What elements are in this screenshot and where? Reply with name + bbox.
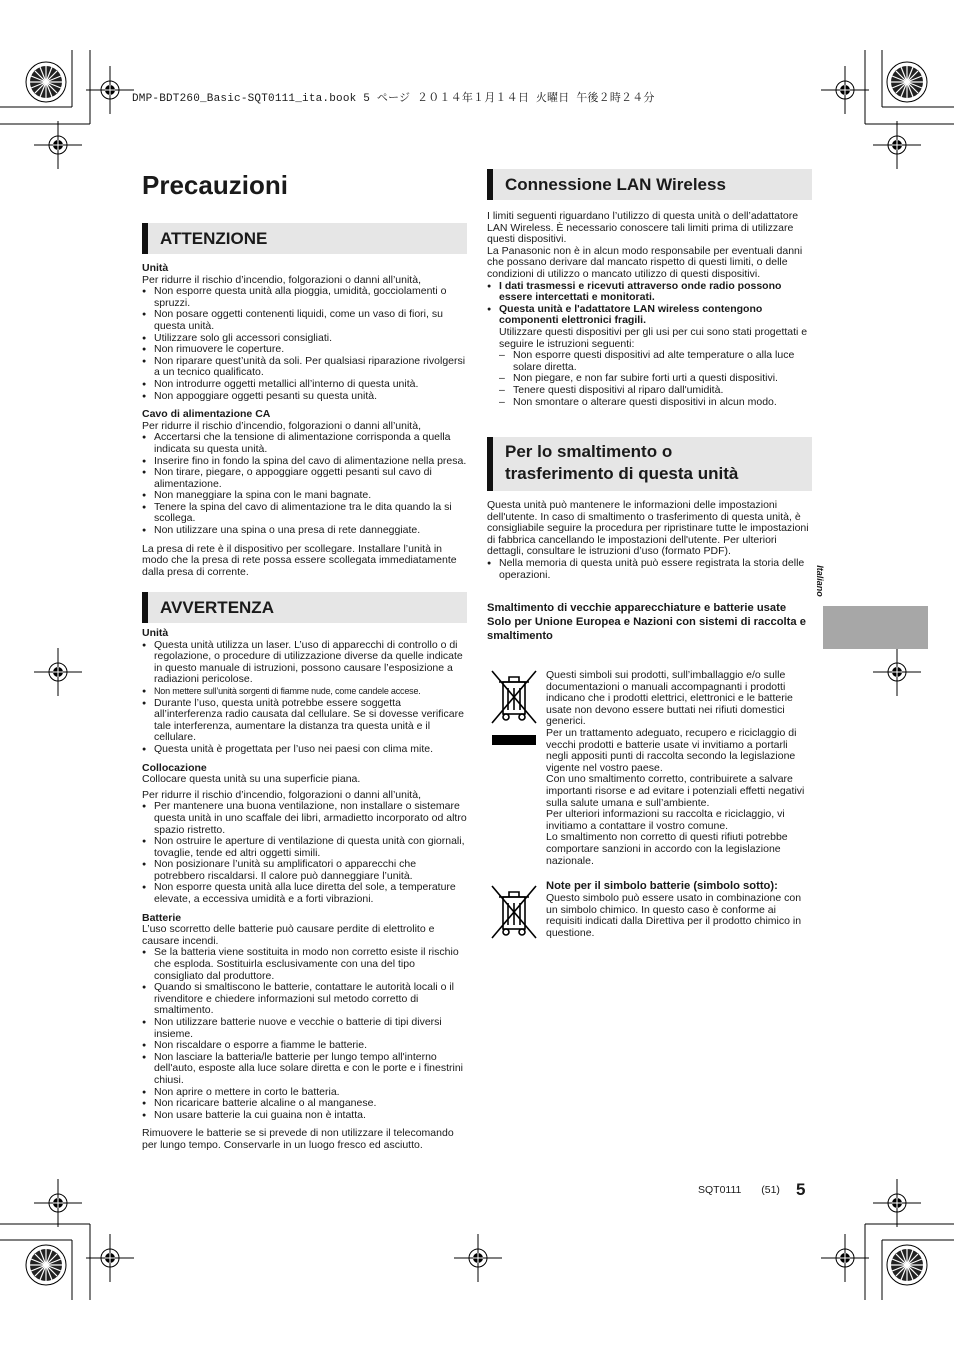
list-item: ● Questa unità è progettata per l’uso nei paesi con clima mite.	[142, 744, 467, 756]
smaltimento-body	[487, 500, 812, 581]
list-item: ● I dati trasmessi e ricevuti attraverso onde radio possono essere intercettati e monitorati.	[487, 281, 812, 304]
list-item: ● Non esporre questa unità alla pioggia, umidità, gocciolamenti o spruzzi.	[142, 286, 467, 309]
smaltimento-text: Questa unità può mantenere le informazioni delle impostazioni dell'utente. In caso di smaltimento o trasferimento di questa unità, è consigliabile seguire la procedura per ripristinare tutte le impostazioni di fabbrica cancellando le impostazioni dell'utente. Per ulteriori dettagli, consultare le istruzioni d’uso (formato PDF).	[487, 499, 809, 558]
list-item	[487, 304, 812, 350]
footer-sub: (51)	[761, 1184, 780, 1196]
crossed-bin-icon	[489, 668, 539, 750]
list-item: ● Non riscaldare o esporre a fiamme le batterie.	[142, 1040, 467, 1052]
avvertenza-unita-label: Unità	[142, 627, 169, 639]
page-number: 5	[796, 1180, 806, 1199]
collocazione-text: Collocare questa unità su una superficie piana.	[142, 773, 361, 786]
batterie-intro: L’uso scorretto delle batterie può causare perdite di elettrolito e causare incendi.	[142, 923, 435, 947]
weee-title: Smaltimento di vecchie apparecchiature e batterie usate	[487, 602, 787, 614]
list-item: ● Questa unità utilizza un laser. L’uso di apparecchi di controllo o di regolazione, o procedure di utilizzazione diverse da quelle indicate in questo manuale di istruzioni, possono causare l’esposizione a radiazioni pericolose.	[142, 640, 467, 686]
cavo-label: Cavo di alimentazione CA	[142, 408, 271, 421]
list-item: ● Non utilizzare una spina o una presa di rete danneggiate.	[142, 525, 467, 537]
list-item: ● Non introdurre oggetti metallici all’interno di questa unità.	[142, 379, 467, 391]
list-item: ● Non mettere sull’unità sorgenti di fiamme nude, come candele accese.	[142, 686, 467, 698]
list-item: – Non smontare o alterare questi dispositivi in alcun modo.	[487, 397, 812, 409]
battery-text: Questo simbolo può essere usato in combinazione con un simbolo chimico. In questo caso è conforme ai requisiti indicati dalla Direttiva per il prodotto chimico in questione.	[546, 892, 802, 939]
presa-note: La presa di rete è il dispositivo per scollegare. Installare l’unità in modo che la presa di rete possa essere scollegata immediatamente dalla presa di corrente.	[142, 542, 457, 578]
smaltimento-heading	[487, 437, 812, 491]
battery-title: Note per il simbolo batterie (simbolo sotto):	[546, 880, 778, 892]
page-title: Precauzioni	[142, 170, 288, 200]
list-item: – Non piegare, e non far subire forti urti a questi dispositivi.	[487, 373, 812, 385]
weee-p5: Lo smaltimento non corretto di questi rifiuti potrebbe comportare sanzioni in accordo con la legislazione nazionale.	[546, 831, 788, 867]
list-item: ● Per mantenere una buona ventilazione, non installare o sistemare questa unità in uno scaffale dei libri, armadietto incorporato od altro spazio ristretto.	[142, 801, 467, 836]
list-item: ● Non esporre questa unità alla luce diretta del sole, a temperature elevate, a eccessiva umidità e a forti vibrazioni.	[142, 882, 467, 905]
list-item: ● Non utilizzare batterie nuove e vecchie o batterie di tipi diversi insieme.	[142, 1017, 467, 1040]
smaltimento-heading-line2: trasferimento di questa unità	[505, 464, 739, 483]
weee-p4: Per ulteriori informazioni su raccolta e riciclaggio, vi invitiamo a contattare il vostro comune.	[546, 808, 785, 832]
attenzione-unita-intro: Per ridurre il rischio d’incendio, folgorazioni o danni all’unità,	[142, 273, 421, 286]
attenzione-body	[142, 263, 467, 578]
attenzione-unita-label: Unità	[142, 262, 169, 274]
attenzione-heading-text: ATTENZIONE	[160, 228, 268, 248]
list-item: ● Non tirare, piegare, o appoggiare oggetti pesanti sul cavo di alimentazione.	[142, 467, 467, 490]
weee-title-block	[487, 601, 812, 643]
avvertenza-body	[142, 628, 467, 1152]
list-item: ● Se la batteria viene sostituita in modo non corretto esiste il rischio che esploda. Sostituirla esclusivamente con una del tipo consigliato dal produttore.	[142, 947, 467, 982]
list-item: ● Inserire fino in fondo la spina del cavo di alimentazione nella presa.	[142, 456, 467, 468]
list-item: ● Durante l’uso, questa unità potrebbe essere soggetta all’interferenza radio causata dal cellulare. Se si dovesse verificare tale interferenza, aumentare la distanza tra questa unità e il cellulare.	[142, 698, 467, 744]
weee-p1: Questi simboli sui prodotti, sull’imballaggio e/o sulle documentazioni o manuali accompagnanti i prodotti indicano che i prodotti elettrici, elettronici e le batterie usate non devono essere buttati nei rifiuti domestici generici.	[546, 669, 793, 728]
book-header-line: DMP-BDT260_Basic-SQT0111_ita.book 5 ページ ２０１４年１月１４日 火曜日 午後２時２４分	[132, 93, 655, 105]
lan-heading-text: Connessione LAN Wireless	[505, 174, 726, 194]
list-item: ● Quando si smaltiscono le batterie, contattare le autorità locali o il rivenditore e chiedere informazioni sul metodo corretto di smaltimento.	[142, 982, 467, 1017]
list-item: ● Non posare oggetti contenenti liquidi, come un vaso di fiori, su questa unità.	[142, 309, 467, 332]
battery-bin-icon	[489, 883, 539, 941]
list-item: ● Non rimuovere le coperture.	[142, 344, 467, 356]
lan-intro2: La Panasonic non è in alcun modo responsabile per eventuali danni che possano derivare dal mancato rispetto di questi limiti, o delle condizioni di utilizzo o mancato utilizzo di questi dispositivi.	[487, 244, 803, 280]
list-item: ● Non riparare quest’unità da soli. Per qualsiasi riparazione rivolgersi a un tecnico qualificato.	[142, 356, 467, 379]
list-item: ● Non posizionare l’unità su amplificatori o apparecchi che potrebbero riscaldarsi. Il calore può danneggiare l’unità.	[142, 859, 467, 882]
avvertenza-heading-text: AVVERTENZA	[160, 597, 274, 617]
list-item: ● Non aprire o mettere in corto le batteria.	[142, 1087, 467, 1099]
lan-bold-item-2: ● Questa unità e l'adattatore LAN wireless contengono componenti elettronici fragili.	[499, 302, 763, 327]
smaltimento-heading-line1: Per lo smaltimento o	[505, 442, 673, 461]
collocazione-intro: Per ridurre il rischio d’incendio, folgorazioni o danni all’unità,	[142, 788, 421, 801]
language-tab	[823, 606, 928, 649]
list-item: ● Non lasciare la batteria/le batterie per lungo tempo all'interno dell'auto, esposte alla luce solare diretta e con le porte e i finestrini chiusi.	[142, 1052, 467, 1087]
weee-p2: Per un trattamento adeguato, recupero e riciclaggio di vecchi prodotti e batterie usate vi invitiamo a portarli negli appositi punti di raccolta secondo la legislazione vigente nel vostro paese.	[546, 726, 797, 774]
list-item: ● Non ostruire le aperture di ventilazione di questa unità con giornali, tovaglie, tende ed altri oggetti simili.	[142, 836, 467, 859]
battery-note	[546, 879, 812, 939]
weee-text	[546, 670, 812, 867]
list-item: ● Nella memoria di questa unità può essere registrata la storia delle operazioni.	[487, 558, 812, 581]
batterie-outro: Rimuovere le batterie se si prevede di non utilizzare il telecomando per lungo tempo. Conservarle in un luogo fresco ed asciutto.	[142, 1127, 454, 1151]
batterie-label: Batterie	[142, 911, 182, 924]
list-item: ● Utilizzare solo gli accessori consigliati.	[142, 333, 467, 345]
language-label	[814, 560, 834, 604]
lan-intro: I limiti seguenti riguardano l’utilizzo di questa unità o dell’adattatore LAN Wireless. È necessario conoscere tali limiti prima di utilizzare questi dispositivi.	[487, 210, 799, 246]
weee-subtitle: Solo per Unione Europea e Nazioni con sistemi di raccolta e smaltimento	[487, 616, 806, 642]
list-item: ● Non usare batterie la cui guaina non è intatta.	[142, 1110, 467, 1122]
list-item: ● Non maneggiare la spina con le mani bagnate.	[142, 490, 467, 502]
weee-p3: Con uno smaltimento corretto, contribuirete a salvare importanti risorse e ad evitare i potenziali effetti negativi sulla salute umana e sull’ambiente.	[546, 773, 805, 809]
cavo-intro: Per ridurre il rischio d’incendio, folgorazioni o danni all’unità,	[142, 419, 421, 432]
lan-body	[487, 211, 812, 408]
list-item: ● Accertarsi che la tensione di alimentazione corrisponda a quella indicata su questa unità.	[142, 432, 467, 455]
list-item: – Tenere questi dispositivi al riparo dall'umidità.	[487, 385, 812, 397]
footer-code-text: SQT0111	[698, 1184, 742, 1196]
list-item: – Non esporre questi dispositivi ad alte temperature o alla luce solare diretta.	[487, 350, 812, 373]
list-item: ● Tenere la spina del cavo di alimentazione tra le dita quando la si scollega.	[142, 502, 467, 525]
avvertenza-heading	[142, 592, 467, 623]
footer-code	[698, 1184, 780, 1196]
language-label-text: Italiano	[814, 565, 825, 597]
collocazione-label: Collocazione	[142, 761, 207, 774]
lan-heading	[487, 169, 812, 200]
attenzione-heading	[142, 223, 467, 254]
lan-use-note: Utilizzare questi dispositivi per gli usi per cui sono stati progettati e seguire le istruzioni seguenti:	[499, 325, 808, 350]
list-item: ● Non appoggiare oggetti pesanti su questa unità.	[142, 391, 467, 403]
list-item: ● Non ricaricare batterie alcaline o al manganese.	[142, 1098, 467, 1110]
